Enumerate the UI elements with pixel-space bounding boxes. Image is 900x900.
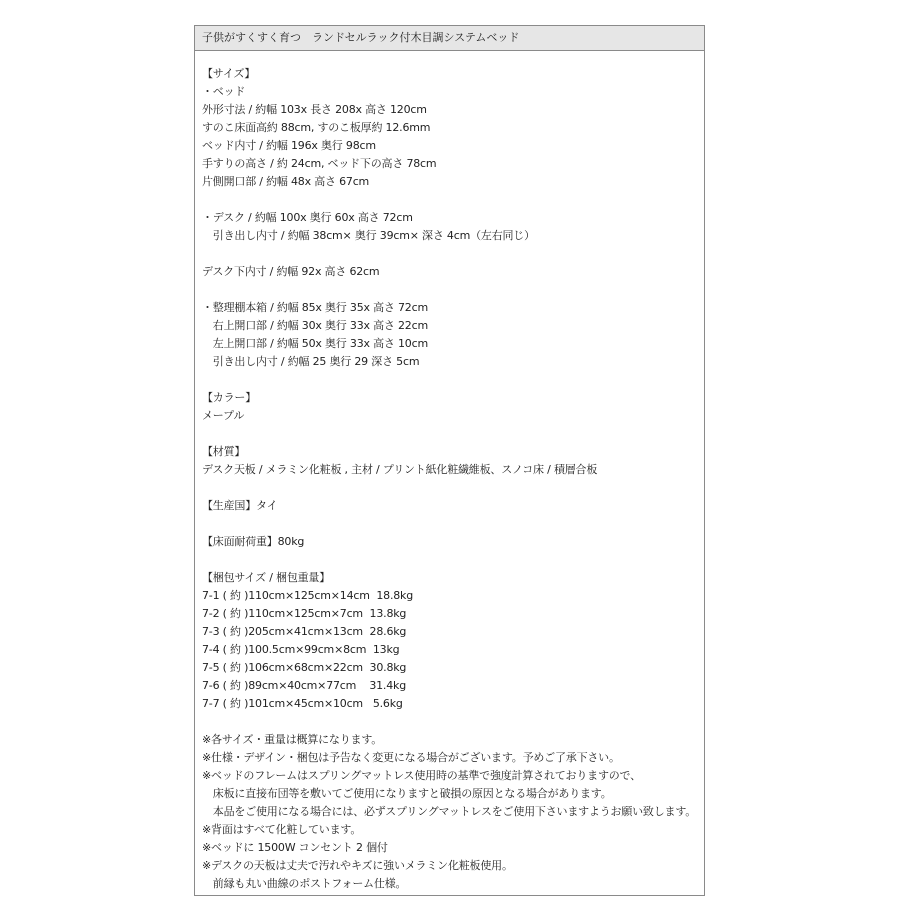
spec-line: ※仕様・デザイン・梱包は予告なく変更になる場合がございます。予めご了承下さい。 xyxy=(202,751,620,764)
spec-line: ・デスク / 約幅 100x 奥行 60x 高さ 72cm xyxy=(202,211,413,224)
product-spec-table xyxy=(194,25,705,896)
spacer xyxy=(202,713,704,731)
spec-line: デスク天板 / メラミン化粧板 , 主材 / プリント紙化粧繊維板、スノコ床 / 積層合板 xyxy=(202,463,598,476)
spec-line: ・ベッド xyxy=(202,85,246,98)
spec-line: 【梱包サイズ / 梱包重量】 xyxy=(202,571,331,584)
spec-line: 引き出し内寸 / 約幅 38cm× 奥行 39cm× 深さ 4cm（左右同じ） xyxy=(202,229,535,242)
spacer xyxy=(202,191,704,209)
spacer xyxy=(202,515,704,533)
spacer xyxy=(202,551,704,569)
spec-line: 【サイズ】 xyxy=(202,67,256,80)
spec-line: ベッド内寸 / 約幅 196x 奥行 98cm xyxy=(202,139,376,152)
spec-line: 7-4 ( 約 )100.5cm×99cm×8cm 13kg xyxy=(202,643,400,656)
spec-line: 本品をご使用になる場合には、必ずスプリングマットレスをご使用下さいますようお願い致します。 xyxy=(202,805,697,818)
spec-line: 7-3 ( 約 )205cm×41cm×13cm 28.6kg xyxy=(202,625,407,638)
spec-line: 7-5 ( 約 )106cm×68cm×22cm 30.8kg xyxy=(202,661,407,674)
spec-line: ※背面はすべて化粧しています。 xyxy=(202,823,362,836)
spec-line: 前縁も丸い曲線のポストフォーム仕様。 xyxy=(202,877,407,890)
spec-line: すのこ床面高約 88cm, すのこ板厚約 12.6mm xyxy=(202,121,431,134)
spec-line: 7-2 ( 約 )110cm×125cm×7cm 13.8kg xyxy=(202,607,407,620)
spec-line: ※各サイズ・重量は概算になります。 xyxy=(202,733,383,746)
spec-line: 【材質】 xyxy=(202,445,246,458)
spec-line: デスク下内寸 / 約幅 92x 高さ 62cm xyxy=(202,265,380,278)
spec-line: 床板に直接布団等を敷いてご使用になりますと破損の原因となる場合があります。 xyxy=(202,787,612,800)
spec-line: ※ベッドのフレームはスプリングマットレス使用時の基準で強度計算されておりますので、 xyxy=(202,769,641,782)
spec-line: 外形寸法 / 約幅 103x 長さ 208x 高さ 120cm xyxy=(202,103,427,116)
spacer xyxy=(202,371,704,389)
spec-line: 7-6 ( 約 )89cm×40cm×77cm 31.4kg xyxy=(202,679,406,692)
spec-line: 【カラー】 xyxy=(202,391,256,404)
spec-line: 【床面耐荷重】80kg xyxy=(202,535,305,548)
spacer xyxy=(202,245,704,263)
spec-line: 手すりの高さ / 約 24cm, ベッド下の高さ 78cm xyxy=(202,157,437,170)
spec-line: 片側開口部 / 約幅 48x 高さ 67cm xyxy=(202,175,370,188)
spacer xyxy=(202,425,704,443)
spec-line: ※ベッドに 1500W コンセント 2 個付 xyxy=(202,841,388,854)
spec-line: 左上開口部 / 約幅 50x 奥行 33x 高さ 10cm xyxy=(202,337,428,350)
spec-line: ※デスクの天板は丈夫で汚れやキズに強いメラミン化粧板使用。 xyxy=(202,859,513,872)
product-title: 子供がすくすく育つ ランドセルラック付木目調システムベッド xyxy=(195,26,704,51)
spacer xyxy=(202,479,704,497)
spec-body xyxy=(195,51,704,893)
spec-line: 【生産国】タイ xyxy=(202,499,278,512)
spec-line: ・整理棚本箱 / 約幅 85x 奥行 35x 高さ 72cm xyxy=(202,301,428,314)
spec-line: 引き出し内寸 / 約幅 25 奥行 29 深さ 5cm xyxy=(202,355,420,368)
spacer xyxy=(202,281,704,299)
spec-line: メープル xyxy=(202,409,245,422)
spec-line: 右上開口部 / 約幅 30x 奥行 33x 高さ 22cm xyxy=(202,319,428,332)
spec-line: 7-1 ( 約 )110cm×125cm×14cm 18.8kg xyxy=(202,589,413,602)
spec-line: 7-7 ( 約 )101cm×45cm×10cm 5.6kg xyxy=(202,697,403,710)
